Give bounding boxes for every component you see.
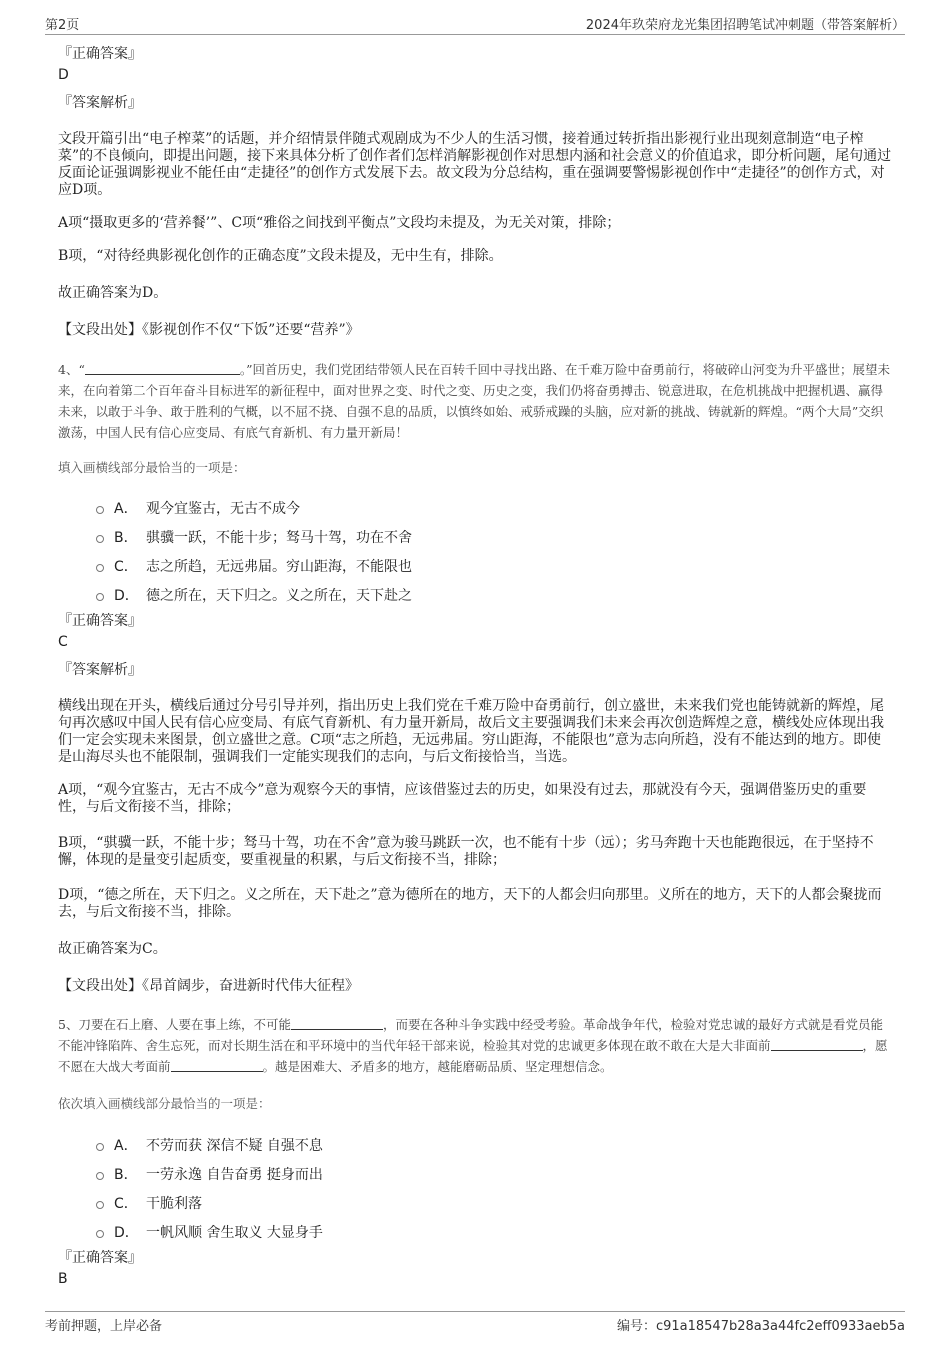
q5-answer: B bbox=[58, 1271, 68, 1287]
q4-stem: 4、“ 。”回首历史，我们党团结带领人民在百转千回中寻找出路、在千难万险中奋勇前行，将破碎山河变为升平盛世；展望未来，在向着第二个百年奋斗目标进军的新征程中，面对世界之变、时代之变、历史之变，我们仍将奋勇搏击、锐意进取，在危机挑战中把握机遇、赢得未来，以敢于斗争、敢于胜利的气概，以不屈不挠、自强不息的品质，以慎终如始、戒骄戒躁的头脑，应对新的挑战、铸就新的辉煌。“两个大局”交织激荡，中国人民有信心应变局、有底气育新机、有力量开新局！ bbox=[58, 362, 890, 440]
q5-blank-1 bbox=[291, 1017, 383, 1030]
answer-label: 『正确答案』 bbox=[58, 46, 142, 62]
q4-analysis-option-a: A项，“观今宜鉴古，无古不成今”意为观察今天的事情，应该借鉴过去的历史，如果没有过去，那就没有今天，强调借鉴历史的重要性，与后文衔接不当，排除； bbox=[58, 782, 867, 815]
footer-slogan: 考前押题，上岸必备 bbox=[45, 1319, 163, 1334]
q4-conclusion: 故正确答案为C。 bbox=[58, 941, 167, 957]
radio-icon[interactable] bbox=[96, 1201, 104, 1209]
q4-blank bbox=[85, 362, 240, 375]
main-content bbox=[58, 44, 893, 1297]
answer-label: 『正确答案』 bbox=[58, 1250, 142, 1266]
document-title: 2024年玖荣府龙光集团招聘笔试冲刺题（带答案解析） bbox=[585, 18, 905, 33]
q4-analysis-main: 横线出现在开头，横线后通过分号引导并列，指出历史上我们党在千难万险中奋勇前行，创立盛世，未来我们党也能铸就新的辉煌，尾句再次感叹中国人民有信心应变局、有底气育新机、有力量开新局，故后文主要强调我们未来会再次创造辉煌之意，横线处应体现出我们一定会实现未来图景，创立盛世之意。C项“志之所趋，无远弗届。穷山距海，不能限也”意为志向所趋，没有不能达到的地方。即使是山海尽头也不能限制，强调我们一定能实现我们的志向，与后文衔接恰当，当选。 bbox=[58, 698, 884, 765]
q3-analysis-option-b: B项，“对待经典影视化创作的正确态度”文段未提及，无中生有，排除。 bbox=[58, 248, 503, 264]
q5-options bbox=[96, 1132, 893, 1248]
q3-source: 【文段出处】《影视创作不仅“下饭”还要“营养”》 bbox=[58, 322, 360, 338]
q3-conclusion: 故正确答案为D。 bbox=[58, 285, 168, 301]
q5-instruction: 依次填入画横线部分最恰当的一项是： bbox=[58, 1096, 271, 1111]
radio-icon[interactable] bbox=[96, 1172, 104, 1180]
answer-label: 『正确答案』 bbox=[58, 613, 142, 629]
q5-option-a[interactable]: A． 不劳而获 深信不疑 自强不息 bbox=[96, 1132, 893, 1161]
q5-stem: 5、刀要在石上磨、人要在事上练，不可能 ，而要在各种斗争实践中经受考验。革命战争年代，检验对党忠诚的最好方式就是看党员能不能冲锋陷阵、舍生忘死，而对长期生活在和平环境中的当代年轻干部来说，检验其对党的忠诚更多体现在敢不敢在大是大非面前 ，愿不愿在大战大考面前 。越是困难大、矛盾多的地方，越能磨砺品质、坚定理想信念。 bbox=[58, 1017, 888, 1074]
q4-analysis-option-d: D项，“德之所在，天下归之。义之所在，天下赴之”意为德所在的地方，天下的人都会归向那里。义所在的地方，天下的人都会聚拢而去，与后文衔接不当，排除。 bbox=[58, 887, 882, 920]
radio-icon[interactable] bbox=[96, 506, 104, 514]
q4-option-a[interactable]: A． 观今宜鉴古，无古不成今 bbox=[96, 495, 893, 524]
page-footer bbox=[45, 1311, 905, 1334]
radio-icon[interactable] bbox=[96, 564, 104, 572]
q4-options bbox=[96, 495, 893, 611]
q5-blank-2 bbox=[771, 1038, 863, 1051]
radio-icon[interactable] bbox=[96, 1143, 104, 1151]
analysis-label: 『答案解析』 bbox=[58, 95, 142, 111]
q4-analysis-option-b: B项，“骐骥一跃，不能十步；驽马十驾，功在不舍”意为骏马跳跃一次，也不能有十步（远）；劣马奔跑十天也能跑很远，在于坚持不懈，体现的是量变引起质变，要重视量的积累，与后文衔接不当，排除； bbox=[58, 835, 874, 868]
radio-icon[interactable] bbox=[96, 1230, 104, 1238]
analysis-label: 『答案解析』 bbox=[58, 662, 142, 678]
page-number: 第2页 bbox=[45, 18, 80, 33]
document-code: 编号：c91a18547b28a3a44fc2eff0933aeb5a bbox=[616, 1319, 905, 1334]
q5-option-c[interactable]: C． 干脆利落 bbox=[96, 1190, 893, 1219]
q5-option-b[interactable]: B． 一劳永逸 自告奋勇 挺身而出 bbox=[96, 1161, 893, 1190]
q4-option-b[interactable]: B． 骐骥一跃，不能十步；驽马十驾，功在不舍 bbox=[96, 524, 893, 553]
radio-icon[interactable] bbox=[96, 535, 104, 543]
q3-analysis-option-ac: A项“摄取更多的‘营养餐’”、C项“雅俗之间找到平衡点”文段均未提及，为无关对策，排除； bbox=[58, 215, 621, 231]
q3-analysis-main: 文段开篇引出“电子榨菜”的话题，并介绍情景伴随式观剧成为不少人的生活习惯，接着通过转折指出影视行业出现刻意制造“电子榨菜”的不良倾向，即提出问题，接下来具体分析了创作者们怎样消解影视创作对思想内涵和社会意义的价值追求，即分析问题，尾句通过反面论证强调影视业不能任由“走捷径”的创作方式发展下去。故文段为分总结构，重在强调要警惕影视创作中“走捷径”的创作方式，对应D项。 bbox=[58, 131, 892, 198]
page-header bbox=[45, 12, 905, 35]
q4-instruction: 填入画横线部分最恰当的一项是： bbox=[58, 460, 246, 475]
q5-option-d[interactable]: D． 一帆风顺 舍生取义 大显身手 bbox=[96, 1219, 893, 1248]
q4-answer: C bbox=[58, 634, 68, 650]
q5-blank-3 bbox=[171, 1059, 263, 1072]
q3-answer: D bbox=[58, 67, 69, 83]
q4-option-c[interactable]: C． 志之所趋，无远弗届。穷山距海，不能限也 bbox=[96, 553, 893, 582]
radio-icon[interactable] bbox=[96, 593, 104, 601]
q4-source: 【文段出处】《昂首阔步，奋进新时代伟大征程》 bbox=[58, 978, 359, 994]
q4-option-d[interactable]: D． 德之所在，天下归之。义之所在，天下赴之 bbox=[96, 582, 893, 611]
